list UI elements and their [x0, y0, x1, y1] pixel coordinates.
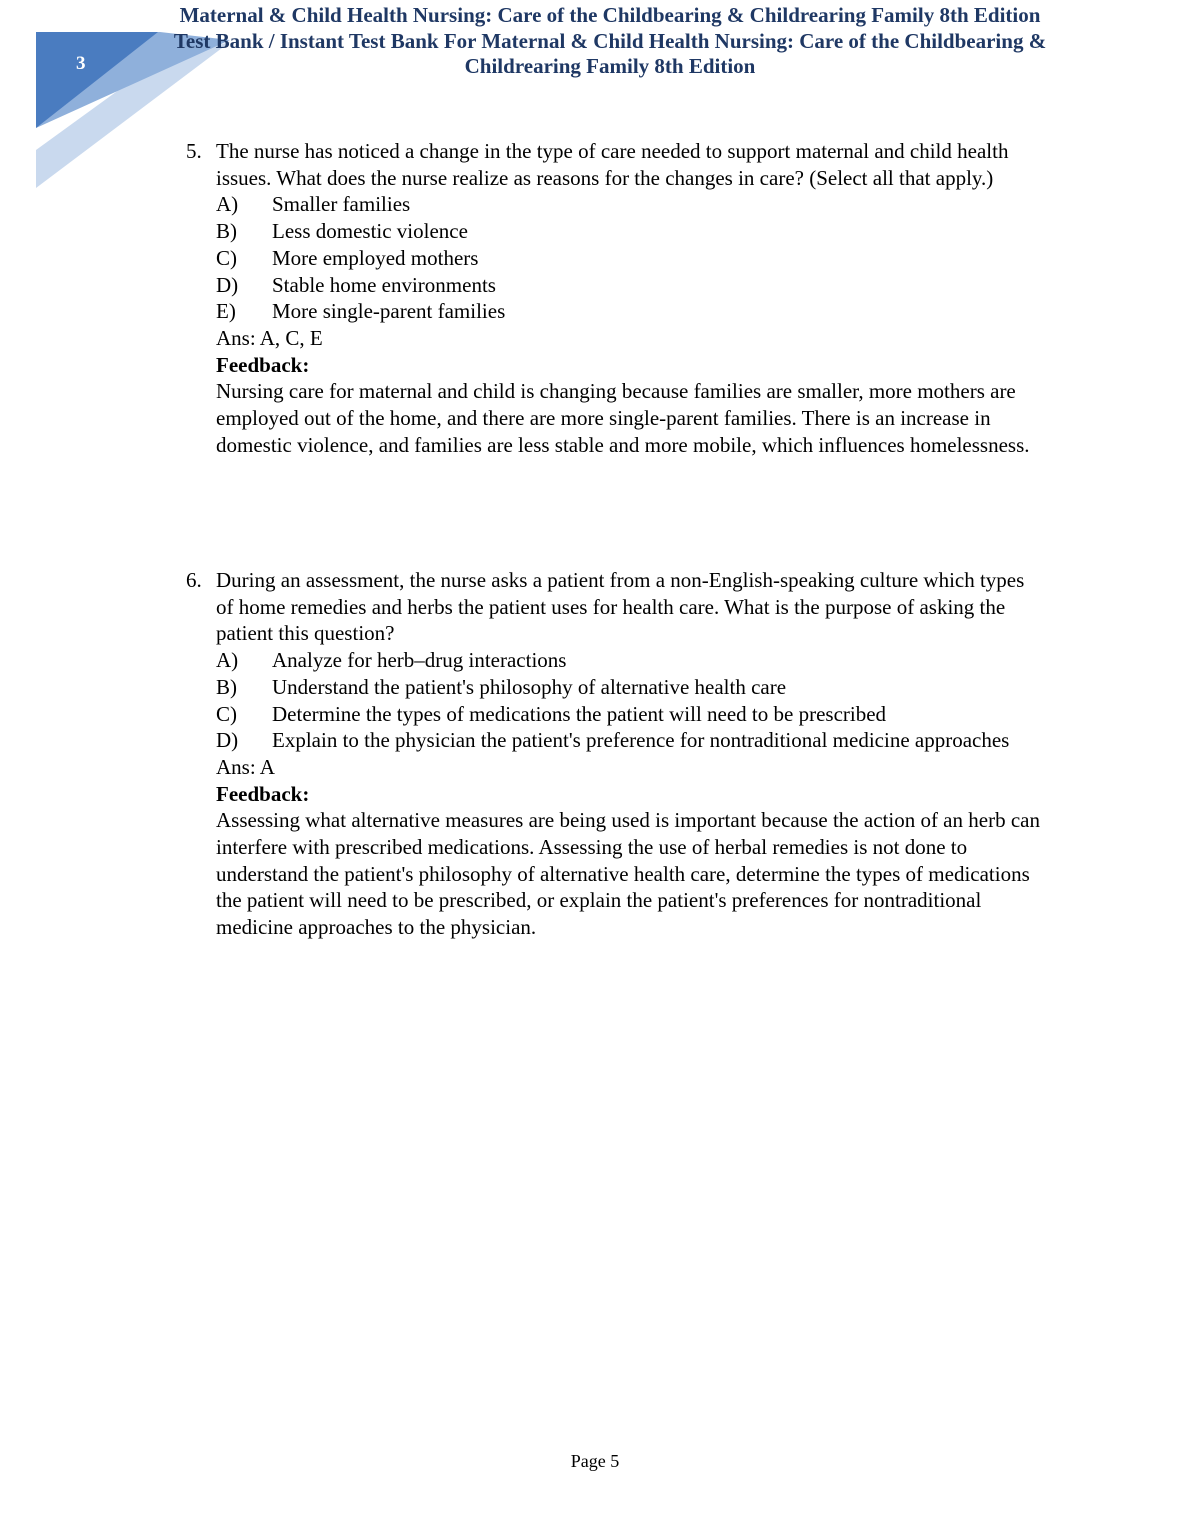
question-stem: During an assessment, the nurse asks a patient from a non-English-speaking culture which types of home remedies and herbs the patient uses for health care. What is the purpose of asking the patient this question? — [216, 568, 1025, 646]
option-text: More single-parent families — [272, 299, 506, 324]
option-text: Explain to the physician the patient's preference for nontraditional medicine approaches — [272, 728, 1010, 753]
document-header-title: Maternal & Child Health Nursing: Care of the Childbearing & Childrearing Family 8th Edition Test Bank / Instant Test Bank For Maternal & Child Health Nursing: Care of the Childbearing & Childrearing Family 8th Edition — [173, 3, 1047, 78]
feedback-label: Feedback: — [216, 781, 310, 806]
option-letter: A) — [216, 648, 239, 673]
answer-key: Ans: A, C, E — [216, 325, 323, 350]
question-stem: The nurse has noticed a change in the type of care needed to support maternal and child health issues. What does the nurse realize as reasons for the changes in care? (Select all that apply.) — [216, 139, 1009, 190]
option-text: Determine the types of medications the patient will need to be prescribed — [272, 701, 887, 726]
option-text: Stable home environments — [272, 272, 496, 297]
option-letter: D) — [216, 272, 239, 297]
answer-option — [216, 298, 1046, 325]
option-letter: B) — [216, 219, 237, 244]
page-footer: Page 5 — [570, 1451, 620, 1471]
option-letter: A) — [216, 192, 239, 217]
answer-option — [216, 727, 1046, 754]
option-letter: E) — [216, 299, 236, 324]
option-letter: C) — [216, 701, 237, 726]
option-text: Analyze for herb–drug interactions — [272, 648, 567, 673]
question-6 — [186, 567, 1046, 941]
answer-option — [216, 272, 1046, 299]
option-letter: D) — [216, 728, 239, 753]
answer-option — [216, 191, 1046, 218]
feedback-text: Nursing care for maternal and child is changing because families are smaller, more mothers are employed out of the home, and there are more single-parent families. There is an increase in domestic violence, and families are less stable and more mobile, which influences homelessness. — [216, 379, 1030, 457]
answer-option — [216, 674, 1046, 701]
option-text: Less domestic violence — [272, 219, 468, 244]
option-text: More employed mothers — [272, 245, 479, 270]
feedback-label: Feedback: — [216, 352, 310, 377]
corner-page-number: 3 — [76, 53, 86, 74]
option-letter: C) — [216, 245, 237, 270]
question-number: 6. — [186, 568, 202, 592]
answer-option — [216, 701, 1046, 728]
option-letter: B) — [216, 674, 237, 699]
answer-option — [216, 218, 1046, 245]
question-number: 5. — [186, 139, 202, 163]
feedback-text: Assessing what alternative measures are being used is important because the action of an herb can interfere with prescribed medications. Assessing the use of herbal remedies is not done to understand the patient's philosophy of alternative health care, determine the types of medications the patient will need to be prescribed, or explain the patient's preferences for nontraditional medicine approaches to the physician. — [216, 808, 1040, 940]
option-text: Smaller families — [272, 192, 411, 217]
answer-option — [216, 647, 1046, 674]
answer-option — [216, 245, 1046, 272]
question-5 — [186, 138, 1046, 458]
option-text: Understand the patient's philosophy of alternative health care — [272, 674, 787, 699]
answer-key: Ans: A — [216, 754, 275, 779]
